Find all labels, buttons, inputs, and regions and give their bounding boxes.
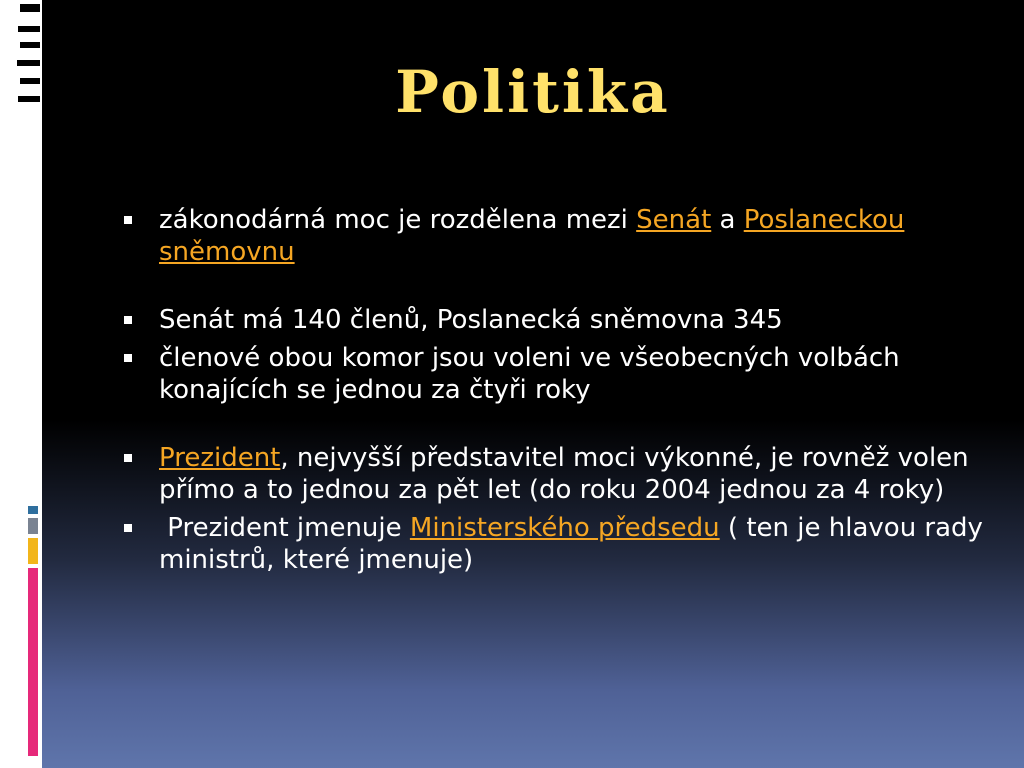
bullet-list — [119, 204, 989, 576]
bullet-text: ( ten je hlavou rady ministrů, které jmenuje) — [159, 513, 983, 575]
bullet-item — [119, 442, 989, 506]
bullet-item — [119, 204, 989, 268]
link-ministerskeho-predsedu[interactable]: Ministerského předsedu — [409, 513, 720, 543]
link-poslanecka-snemovna[interactable]: Poslaneckou sněmovnu — [159, 205, 905, 267]
link-senat[interactable]: Senát — [636, 205, 712, 235]
link-prezident[interactable]: Prezident — [159, 443, 281, 473]
document-stack-icon — [20, 4, 40, 114]
bullet-marker — [124, 316, 132, 324]
bullet-marker — [124, 354, 132, 362]
bullet-marker — [124, 216, 132, 224]
bullet-item — [119, 512, 989, 576]
bullet-marker — [124, 524, 132, 532]
bullet-text: členové obou komor jsou voleni ve všeobecných volbách konajících se jednou za čtyři roky — [159, 343, 900, 405]
bullet-text: Prezident jmenuje — [159, 513, 410, 543]
bullet-text: , nejvyšší představitel moci výkonné, je rovněž volen přímo a to jednou za pět let (do roku 2004 jednou za 4 roky) — [159, 443, 969, 505]
bullet-item — [119, 304, 989, 336]
bullet-marker — [124, 454, 132, 462]
left-strip — [0, 0, 42, 768]
bullet-text: a — [711, 205, 744, 235]
slide-title: Politika — [395, 58, 671, 126]
accent-marks — [28, 506, 38, 756]
slide-content — [42, 0, 1024, 768]
bullet-text: zákonodárná moc je rozdělena mezi — [159, 205, 637, 235]
bullet-text: Senát má 140 členů, Poslanecká sněmovna 345 — [159, 305, 783, 335]
bullet-item — [119, 342, 989, 406]
